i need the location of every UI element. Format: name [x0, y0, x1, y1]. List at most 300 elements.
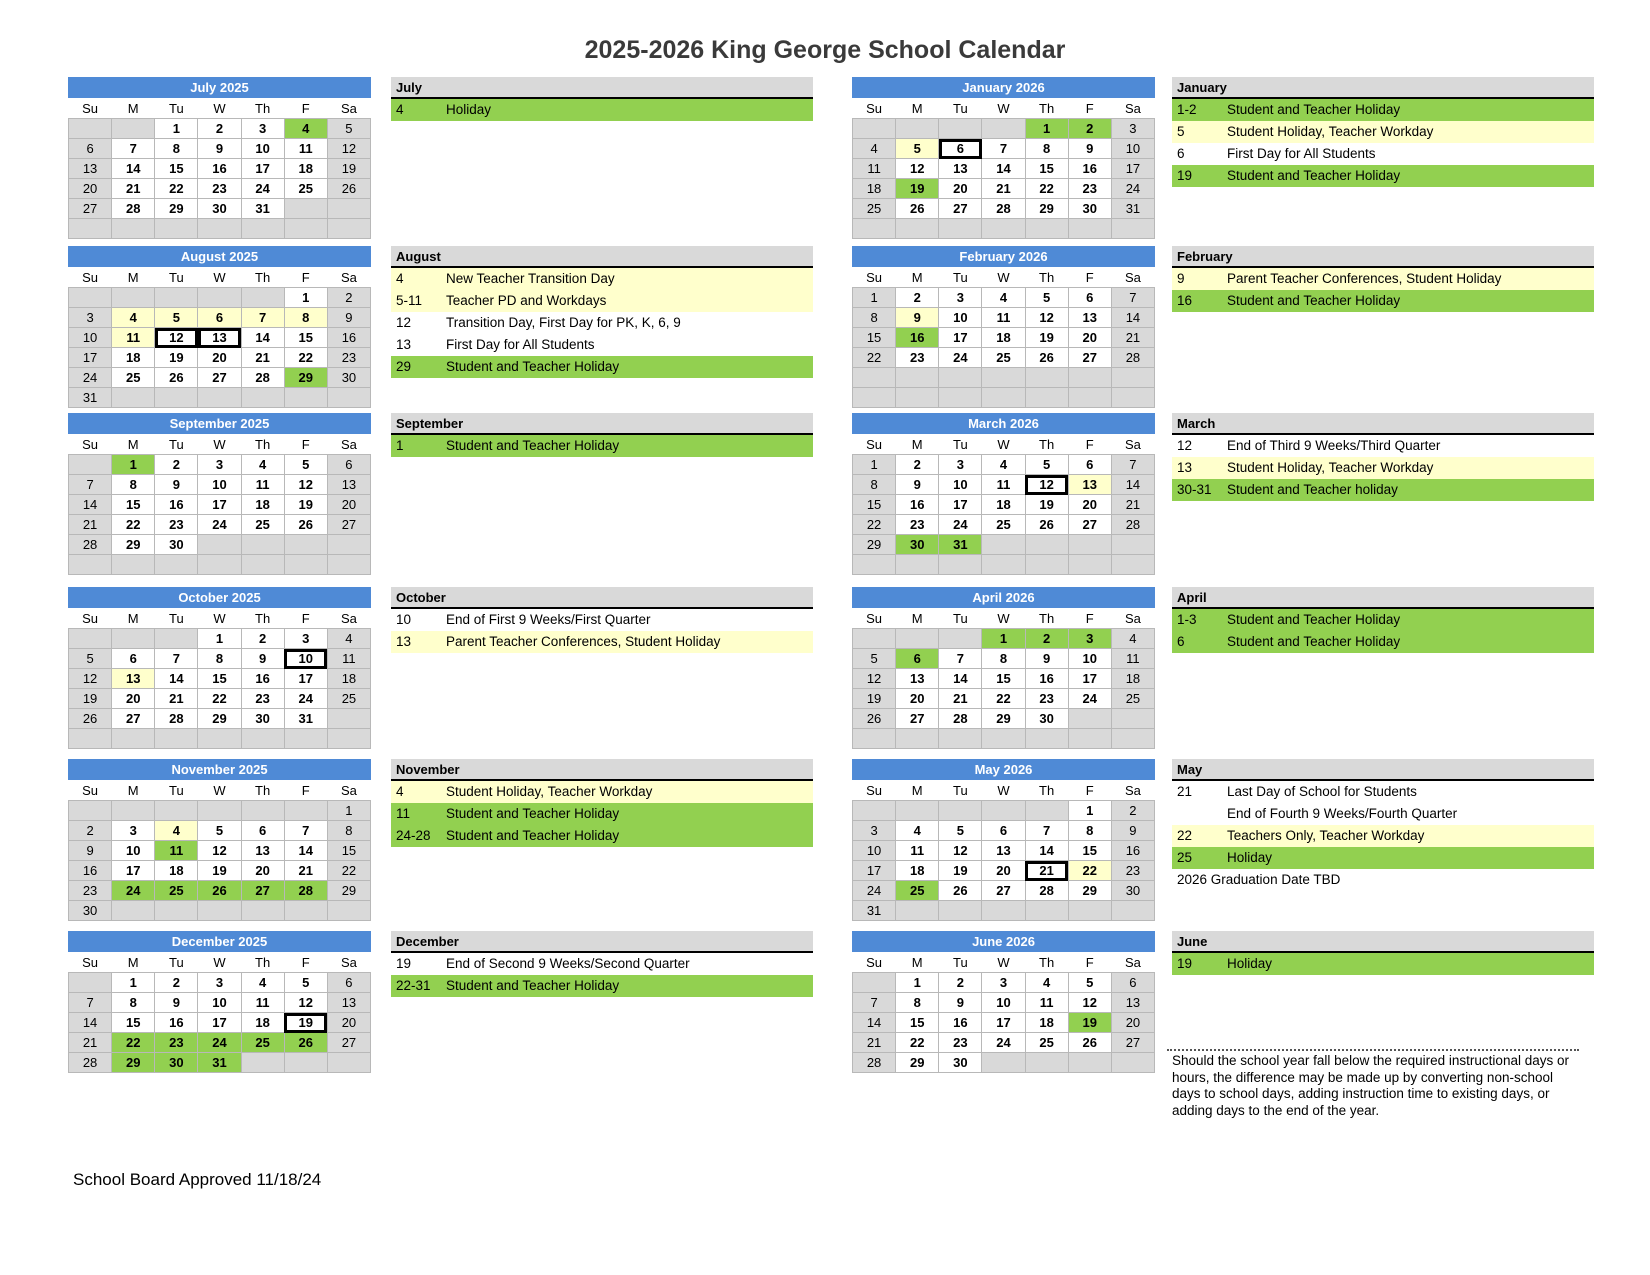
weekday-header: Sa: [1111, 98, 1154, 119]
weekday-header: Th: [1025, 608, 1068, 629]
empty-cell: [284, 535, 327, 555]
day-cell: 9: [896, 475, 939, 495]
empty-cell: [896, 729, 939, 749]
day-cell: 1: [198, 629, 241, 649]
month-calendar: [852, 931, 1155, 1073]
month-events: [391, 759, 813, 847]
empty-cell: [241, 388, 284, 408]
month-events: [1172, 246, 1594, 312]
event-description: Teachers Only, Teacher Workday: [1227, 828, 1425, 843]
day-cell: 18: [112, 348, 155, 368]
day-cell: 26: [155, 368, 198, 388]
empty-cell: [1068, 388, 1111, 408]
weekday-header: Sa: [1111, 434, 1154, 455]
day-cell: 6: [327, 973, 370, 993]
day-cell: 24: [284, 689, 327, 709]
day-cell: 18: [982, 328, 1025, 348]
empty-cell: [112, 901, 155, 921]
empty-cell: [241, 535, 284, 555]
day-cell: 18: [982, 495, 1025, 515]
empty-cell: [198, 729, 241, 749]
day-cell: 24: [939, 348, 982, 368]
day-cell: 22: [1025, 179, 1068, 199]
event-description: First Day for All Students: [1227, 146, 1376, 161]
month-events: [1172, 587, 1594, 653]
day-cell: 22: [853, 515, 896, 535]
day-cell: 25: [155, 881, 198, 901]
day-cell: 28: [155, 709, 198, 729]
weekday-header: F: [1068, 98, 1111, 119]
weekday-header: Tu: [155, 434, 198, 455]
day-cell: 28: [939, 709, 982, 729]
day-cell: 28: [112, 199, 155, 219]
day-cell: 14: [1111, 475, 1154, 495]
empty-cell: [327, 901, 370, 921]
day-cell: 2: [896, 288, 939, 308]
event-row: [391, 975, 813, 997]
day-cell: 25: [982, 515, 1025, 535]
weekday-header: W: [198, 267, 241, 288]
event-description: Last Day of School for Students: [1227, 784, 1417, 799]
day-cell: 23: [69, 881, 112, 901]
day-cell: 25: [327, 689, 370, 709]
day-cell: 1: [284, 288, 327, 308]
month-events: [1172, 759, 1594, 887]
weekday-header: Tu: [939, 434, 982, 455]
day-cell: 14: [69, 1013, 112, 1033]
empty-cell: [284, 901, 327, 921]
day-cell: 26: [1025, 515, 1068, 535]
event-row: [1172, 953, 1594, 975]
day-cell: 6: [327, 455, 370, 475]
weekday-header: Th: [1025, 952, 1068, 973]
weekday-header: W: [982, 434, 1025, 455]
event-description: Teacher PD and Workdays: [446, 293, 607, 308]
empty-cell: [1025, 388, 1068, 408]
day-cell: 27: [939, 199, 982, 219]
weekday-header: F: [1068, 608, 1111, 629]
events-month-label: July: [391, 77, 813, 99]
empty-cell: [155, 288, 198, 308]
empty-cell: [1025, 801, 1068, 821]
day-cell: 23: [896, 515, 939, 535]
day-cell: 9: [69, 841, 112, 861]
day-cell: 4: [896, 821, 939, 841]
day-cell: 16: [327, 328, 370, 348]
day-cell: 7: [155, 649, 198, 669]
day-cell: 1: [1025, 119, 1068, 139]
empty-cell: [1068, 729, 1111, 749]
empty-cell: [112, 801, 155, 821]
day-cell: 13: [1111, 993, 1154, 1013]
empty-cell: [1068, 368, 1111, 388]
day-cell: 19: [327, 159, 370, 179]
day-cell: 5: [69, 649, 112, 669]
approval-note: School Board Approved 11/18/24: [73, 1170, 322, 1189]
day-cell: 16: [939, 1013, 982, 1033]
empty-cell: [853, 119, 896, 139]
weekday-header: Th: [1025, 434, 1068, 455]
day-cell: 16: [69, 861, 112, 881]
event-description: Holiday: [1227, 956, 1273, 971]
empty-cell: [198, 555, 241, 575]
day-cell: 3: [1068, 629, 1111, 649]
day-cell: 24: [241, 179, 284, 199]
weekday-header: Th: [241, 780, 284, 801]
day-cell: 23: [327, 348, 370, 368]
day-cell: 15: [853, 328, 896, 348]
day-cell: 18: [241, 495, 284, 515]
day-cell: 2: [198, 119, 241, 139]
empty-cell: [198, 901, 241, 921]
day-cell: 21: [69, 1033, 112, 1053]
day-cell: 17: [198, 1013, 241, 1033]
event-description: Student and Teacher Holiday: [1227, 168, 1401, 183]
day-cell: 5: [155, 308, 198, 328]
day-cell: 21: [853, 1033, 896, 1053]
day-cell: 17: [1111, 159, 1154, 179]
day-cell: 22: [112, 515, 155, 535]
day-cell: 14: [1025, 841, 1068, 861]
empty-cell: [284, 729, 327, 749]
weekday-header: Su: [853, 780, 896, 801]
event-row: [1172, 847, 1594, 869]
day-cell: 20: [327, 1013, 370, 1033]
event-row: [1172, 165, 1594, 187]
empty-cell: [896, 629, 939, 649]
empty-cell: [896, 555, 939, 575]
weekday-header: W: [198, 952, 241, 973]
day-cell: 16: [155, 495, 198, 515]
events-month-label: May: [1172, 759, 1594, 781]
day-cell: 18: [1111, 669, 1154, 689]
weekday-header: Th: [1025, 98, 1068, 119]
event-date: 1-2: [1177, 102, 1197, 117]
day-cell: 27: [1068, 348, 1111, 368]
day-cell: 9: [327, 308, 370, 328]
day-cell: 20: [939, 179, 982, 199]
event-description: End of Fourth 9 Weeks/Fourth Quarter: [1227, 806, 1458, 821]
month-events: [1172, 931, 1594, 975]
day-cell: 20: [896, 689, 939, 709]
empty-cell: [241, 219, 284, 239]
day-cell: 21: [1111, 328, 1154, 348]
empty-cell: [327, 1053, 370, 1073]
day-cell: 30: [1025, 709, 1068, 729]
weekday-header: M: [112, 780, 155, 801]
day-cell: 4: [1111, 629, 1154, 649]
day-cell: 6: [939, 139, 982, 159]
day-cell: 27: [112, 709, 155, 729]
event-row: [391, 268, 813, 290]
empty-cell: [69, 119, 112, 139]
empty-cell: [155, 388, 198, 408]
month-calendar: [852, 759, 1155, 921]
day-cell: 9: [241, 649, 284, 669]
month-title: January 2026: [852, 77, 1155, 98]
empty-cell: [982, 535, 1025, 555]
day-cell: 19: [69, 689, 112, 709]
day-cell: 20: [982, 861, 1025, 881]
day-cell: 16: [896, 328, 939, 348]
day-cell: 19: [1068, 1013, 1111, 1033]
day-cell: 10: [982, 993, 1025, 1013]
day-cell: 20: [112, 689, 155, 709]
empty-cell: [284, 1053, 327, 1073]
event-row: [1172, 290, 1594, 312]
month-events: [391, 413, 813, 457]
day-cell: 3: [198, 455, 241, 475]
empty-cell: [327, 199, 370, 219]
day-cell: 27: [69, 199, 112, 219]
day-cell: 3: [241, 119, 284, 139]
day-cell: 29: [198, 709, 241, 729]
day-cell: 1: [112, 455, 155, 475]
day-cell: 28: [1111, 515, 1154, 535]
event-date: 6: [1177, 634, 1185, 649]
event-row: [391, 825, 813, 847]
day-cell: 1: [1068, 801, 1111, 821]
empty-cell: [112, 629, 155, 649]
day-cell: 20: [1068, 328, 1111, 348]
weekday-header: W: [198, 608, 241, 629]
month-calendar: [68, 77, 371, 239]
day-cell: 15: [1068, 841, 1111, 861]
weekday-header: Tu: [155, 780, 198, 801]
event-row: [391, 781, 813, 803]
month-events: [391, 931, 813, 997]
day-cell: 15: [284, 328, 327, 348]
empty-cell: [284, 199, 327, 219]
day-cell: 31: [853, 901, 896, 921]
day-cell: 17: [853, 861, 896, 881]
empty-cell: [853, 555, 896, 575]
day-cell: 26: [896, 199, 939, 219]
month-title: April 2026: [852, 587, 1155, 608]
empty-cell: [896, 801, 939, 821]
day-cell: 17: [112, 861, 155, 881]
day-cell: 23: [241, 689, 284, 709]
event-date: 24-28: [396, 828, 431, 843]
weekday-header: F: [284, 434, 327, 455]
day-cell: 16: [1068, 159, 1111, 179]
empty-cell: [198, 801, 241, 821]
empty-cell: [284, 555, 327, 575]
empty-cell: [241, 901, 284, 921]
day-cell: 29: [982, 709, 1025, 729]
weekday-header: W: [198, 780, 241, 801]
event-date: 13: [396, 634, 412, 649]
weekday-header: W: [982, 952, 1025, 973]
empty-cell: [1025, 729, 1068, 749]
day-cell: 9: [1111, 821, 1154, 841]
empty-cell: [112, 729, 155, 749]
event-date: 5: [1177, 124, 1185, 139]
events-month-label: April: [1172, 587, 1594, 609]
events-month-label: March: [1172, 413, 1594, 435]
empty-cell: [939, 219, 982, 239]
event-description: Student Holiday, Teacher Workday: [1227, 460, 1434, 475]
empty-cell: [241, 288, 284, 308]
day-cell: 21: [939, 689, 982, 709]
event-date: 13: [396, 337, 412, 352]
event-date: 29: [396, 359, 412, 374]
event-description: Holiday: [446, 102, 492, 117]
day-cell: 30: [155, 535, 198, 555]
day-cell: 30: [198, 199, 241, 219]
event-description: Student and Teacher Holiday: [1227, 102, 1401, 117]
day-cell: 2: [939, 973, 982, 993]
day-cell: 19: [284, 1013, 327, 1033]
day-cell: 15: [198, 669, 241, 689]
day-cell: 16: [1025, 669, 1068, 689]
day-cell: 15: [112, 495, 155, 515]
event-description: First Day for All Students: [446, 337, 595, 352]
event-description: Student and Teacher Holiday: [446, 438, 620, 453]
empty-cell: [241, 729, 284, 749]
day-cell: 5: [198, 821, 241, 841]
day-cell: 25: [284, 179, 327, 199]
day-cell: 26: [853, 709, 896, 729]
empty-cell: [69, 219, 112, 239]
day-cell: 29: [327, 881, 370, 901]
day-cell: 7: [1025, 821, 1068, 841]
day-cell: 5: [327, 119, 370, 139]
day-cell: 29: [155, 199, 198, 219]
event-row: [391, 953, 813, 975]
day-cell: 13: [327, 475, 370, 495]
empty-cell: [939, 729, 982, 749]
event-row: [1172, 781, 1594, 803]
day-cell: 20: [1111, 1013, 1154, 1033]
event-description: Transition Day, First Day for PK, K, 6, 9: [446, 315, 681, 330]
events-month-label: November: [391, 759, 813, 781]
day-cell: 22: [896, 1033, 939, 1053]
day-cell: 10: [112, 841, 155, 861]
weekday-header: Su: [69, 434, 112, 455]
empty-cell: [939, 119, 982, 139]
event-description: Parent Teacher Conferences, Student Holiday: [446, 634, 721, 649]
day-cell: 7: [982, 139, 1025, 159]
event-date: 12: [1177, 438, 1193, 453]
empty-cell: [939, 901, 982, 921]
page-title: 2025-2026 King George School Calendar: [584, 36, 1066, 64]
day-cell: 28: [284, 881, 327, 901]
empty-cell: [853, 801, 896, 821]
day-cell: 31: [69, 388, 112, 408]
day-cell: 14: [284, 841, 327, 861]
events-month-label: August: [391, 246, 813, 268]
weekday-header: M: [112, 98, 155, 119]
day-cell: 11: [982, 475, 1025, 495]
weekday-header: M: [112, 434, 155, 455]
empty-cell: [198, 219, 241, 239]
day-cell: 11: [241, 993, 284, 1013]
event-description: Parent Teacher Conferences, Student Holiday: [1227, 271, 1502, 286]
day-cell: 2: [1111, 801, 1154, 821]
day-cell: 25: [1111, 689, 1154, 709]
empty-cell: [69, 629, 112, 649]
empty-cell: [853, 219, 896, 239]
event-description: Student Holiday, Teacher Workday: [446, 784, 653, 799]
day-cell: 15: [896, 1013, 939, 1033]
day-cell: 2: [241, 629, 284, 649]
event-description: Student and Teacher Holiday: [446, 978, 620, 993]
events-month-label: September: [391, 413, 813, 435]
day-cell: 18: [327, 669, 370, 689]
weekday-header: Sa: [327, 434, 370, 455]
day-cell: 7: [1111, 288, 1154, 308]
day-cell: 27: [327, 515, 370, 535]
day-cell: 24: [69, 368, 112, 388]
day-cell: 21: [69, 515, 112, 535]
empty-cell: [896, 388, 939, 408]
weekday-header: Tu: [155, 267, 198, 288]
empty-cell: [327, 555, 370, 575]
event-row: [391, 290, 813, 312]
weekday-header: Su: [69, 952, 112, 973]
event-date: 1: [396, 438, 404, 453]
day-cell: 4: [241, 973, 284, 993]
day-cell: 30: [241, 709, 284, 729]
empty-cell: [1025, 1053, 1068, 1073]
day-cell: 29: [1025, 199, 1068, 219]
day-cell: 19: [198, 861, 241, 881]
weekday-header: Th: [241, 267, 284, 288]
event-date: 21: [1177, 784, 1193, 799]
empty-cell: [1111, 219, 1154, 239]
weekday-header: W: [198, 98, 241, 119]
event-row: [1172, 609, 1594, 631]
weekday-header: F: [1068, 434, 1111, 455]
day-cell: 1: [896, 973, 939, 993]
event-description: New Teacher Transition Day: [446, 271, 615, 286]
empty-cell: [241, 801, 284, 821]
event-row: [1172, 121, 1594, 143]
day-cell: 18: [155, 861, 198, 881]
day-cell: 21: [1111, 495, 1154, 515]
empty-cell: [939, 629, 982, 649]
event-date: 9: [1177, 271, 1185, 286]
day-cell: 12: [939, 841, 982, 861]
day-cell: 12: [1068, 993, 1111, 1013]
empty-cell: [198, 535, 241, 555]
day-cell: 1: [327, 801, 370, 821]
event-row: [391, 99, 813, 121]
weekday-header: F: [1068, 267, 1111, 288]
event-description: End of Third 9 Weeks/Third Quarter: [1227, 438, 1441, 453]
month-calendar: [68, 587, 371, 749]
day-cell: 5: [284, 455, 327, 475]
day-cell: 10: [939, 308, 982, 328]
day-cell: 4: [1025, 973, 1068, 993]
empty-cell: [327, 219, 370, 239]
weekday-header: Tu: [155, 98, 198, 119]
empty-cell: [982, 729, 1025, 749]
day-cell: 10: [853, 841, 896, 861]
day-cell: 26: [1068, 1033, 1111, 1053]
day-cell: 5: [1025, 455, 1068, 475]
day-cell: 5: [284, 973, 327, 993]
empty-cell: [896, 901, 939, 921]
event-description: Student and Teacher Holiday: [446, 806, 620, 821]
day-cell: 17: [1068, 669, 1111, 689]
weekday-header: W: [982, 267, 1025, 288]
day-cell: 27: [198, 368, 241, 388]
day-cell: 28: [1025, 881, 1068, 901]
day-cell: 14: [155, 669, 198, 689]
day-cell: 9: [1068, 139, 1111, 159]
